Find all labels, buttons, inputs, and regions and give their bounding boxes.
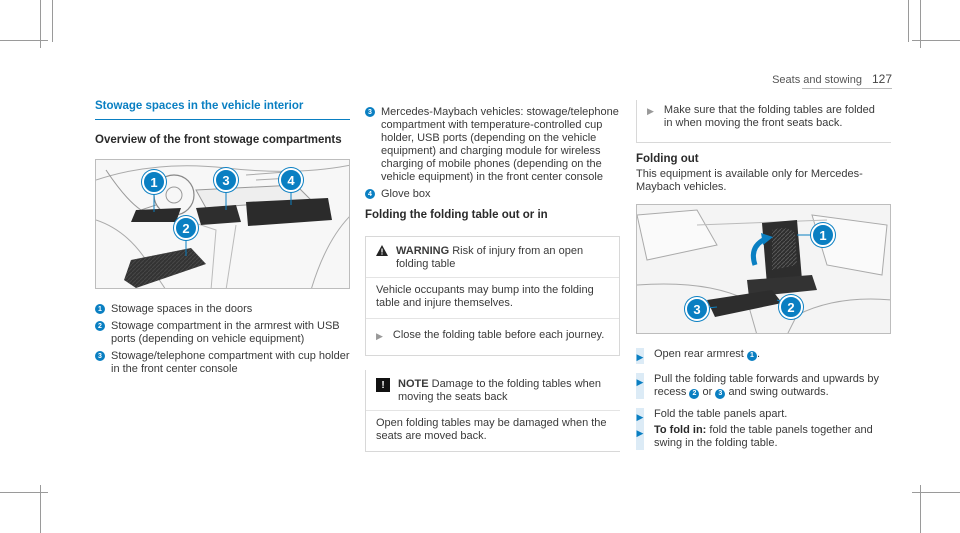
warning-step-text: Close the folding table before each journey. bbox=[392, 329, 605, 341]
callout-3: 3 bbox=[214, 168, 238, 192]
crop-mark bbox=[912, 40, 960, 41]
rear-seat-illustration bbox=[637, 205, 891, 334]
running-header bbox=[772, 72, 892, 86]
notice-body bbox=[366, 411, 620, 451]
warning-step bbox=[366, 318, 619, 355]
legend-item bbox=[365, 106, 620, 184]
legend-text: Mercedes-Maybach vehicles: stowage/telephone compartment with temperature-controlled cup holder, USB ports (depending on the vehicle equipment) and charging module for wireless charging of mobile phones (depending on the vehicle equipment) in the front center console bbox=[381, 106, 619, 183]
legend-text: Stowage spaces in the doors bbox=[111, 303, 253, 315]
page-number: 127 bbox=[871, 72, 892, 86]
notice-box bbox=[365, 370, 620, 452]
fold-in-label: To fold in: bbox=[654, 424, 707, 436]
warning-header bbox=[366, 237, 619, 278]
step-arrow-icon: ▶ bbox=[636, 428, 644, 438]
subtitle-folding-table: Folding the folding table out or in bbox=[365, 209, 548, 221]
action-marker bbox=[636, 348, 644, 364]
legend-number: 3 bbox=[95, 351, 105, 361]
subtitle-overview: Overview of the front stowage compartments bbox=[95, 134, 342, 146]
intro-text: This equipment is available only for Mercedes-Maybach vehicles. bbox=[636, 168, 863, 193]
action-list bbox=[636, 348, 891, 450]
crop-mark bbox=[52, 0, 53, 42]
action-item bbox=[636, 408, 891, 424]
step-arrow-icon: ▶ bbox=[636, 352, 644, 362]
crop-mark bbox=[0, 492, 48, 493]
exclamation-icon: ! bbox=[376, 378, 390, 392]
warning-title: Risk of injury from an open folding table bbox=[396, 245, 584, 270]
legend-list bbox=[95, 303, 350, 376]
action-marker bbox=[636, 408, 644, 424]
notice-step-row bbox=[647, 100, 881, 134]
crop-mark bbox=[912, 492, 960, 493]
callout-4: 4 bbox=[279, 168, 303, 192]
action-text bbox=[654, 424, 891, 450]
notice-header bbox=[366, 370, 620, 411]
legend-item bbox=[95, 303, 350, 316]
legend-item bbox=[95, 320, 350, 346]
action-item bbox=[636, 424, 891, 450]
legend-list-continued bbox=[365, 106, 620, 201]
action-2-text: Pull the folding table forwards and upwards by recess bbox=[654, 373, 880, 398]
warning-box bbox=[365, 236, 620, 356]
legend-text: Stowage compartment in the armrest with USB ports (depending on vehicle equipment) bbox=[111, 320, 340, 345]
notice-label: NOTE bbox=[398, 378, 429, 390]
action-1-text: Open rear armrest bbox=[654, 348, 744, 360]
legend-number: 2 bbox=[95, 321, 105, 331]
action-item bbox=[636, 373, 891, 399]
figure-folding-table bbox=[636, 204, 891, 334]
legend-item bbox=[365, 188, 620, 201]
warning-body bbox=[366, 278, 619, 318]
warning-triangle-icon bbox=[376, 245, 388, 271]
warning-description: Vehicle occupants may bump into the folding table and injure themselves. bbox=[376, 284, 594, 309]
column-1 bbox=[95, 100, 350, 380]
action-marker bbox=[636, 373, 644, 399]
notice-step-box bbox=[636, 100, 891, 143]
warning-step-row bbox=[376, 325, 609, 347]
action-text bbox=[654, 373, 891, 399]
callout-1: 1 bbox=[142, 170, 166, 194]
header-rule bbox=[802, 88, 892, 89]
step-arrow-icon: ▶ bbox=[376, 331, 383, 341]
notice-text bbox=[398, 378, 610, 404]
warning-text bbox=[396, 245, 609, 271]
inline-number: 1 bbox=[747, 351, 757, 361]
legend-number: 3 bbox=[365, 107, 375, 117]
section-title: Stowage spaces in the vehicle interior bbox=[95, 100, 350, 120]
callout-3: 3 bbox=[685, 297, 709, 321]
action-item bbox=[636, 348, 891, 364]
column-3 bbox=[636, 100, 891, 459]
step-arrow-icon: ▶ bbox=[636, 377, 644, 387]
callout-2: 2 bbox=[174, 216, 198, 240]
header-section: Seats and stowing bbox=[772, 74, 862, 86]
warning-label: WARNING bbox=[396, 245, 450, 257]
step-arrow-icon: ▶ bbox=[647, 106, 654, 116]
action-text: Fold the table panels apart. bbox=[654, 408, 788, 420]
action-2-or: or bbox=[702, 386, 713, 398]
action-2-end: and swing outwards. bbox=[728, 386, 829, 398]
legend-text: Glove box bbox=[381, 188, 431, 200]
notice-title: Damage to the folding tables when moving the seats back bbox=[398, 378, 602, 403]
legend-item bbox=[95, 350, 350, 376]
subtitle-folding-out: Folding out bbox=[636, 153, 699, 165]
action-marker bbox=[636, 424, 644, 450]
crop-mark bbox=[0, 40, 48, 41]
inline-number: 3 bbox=[715, 389, 725, 399]
column-2 bbox=[365, 106, 620, 452]
step-arrow-icon: ▶ bbox=[636, 412, 644, 422]
legend-text: Stowage/telephone compartment with cup holder in the front center console bbox=[111, 350, 350, 375]
inline-number: 2 bbox=[689, 389, 699, 399]
callout-2: 2 bbox=[779, 295, 803, 319]
legend-number: 1 bbox=[95, 304, 105, 314]
crop-mark bbox=[908, 0, 909, 42]
notice-description: Open folding tables may be damaged when the seats are moved back. bbox=[376, 417, 607, 442]
legend-number: 4 bbox=[365, 189, 375, 199]
figure-front-stowage bbox=[95, 159, 350, 289]
action-4-text: fold the table panels together and swing in the folding table. bbox=[654, 424, 873, 449]
callout-1: 1 bbox=[811, 223, 835, 247]
notice-step-text: Make sure that the folding tables are folded in when moving the front seats back. bbox=[663, 104, 875, 129]
action-1-end: . bbox=[756, 348, 760, 360]
action-text bbox=[654, 348, 760, 364]
